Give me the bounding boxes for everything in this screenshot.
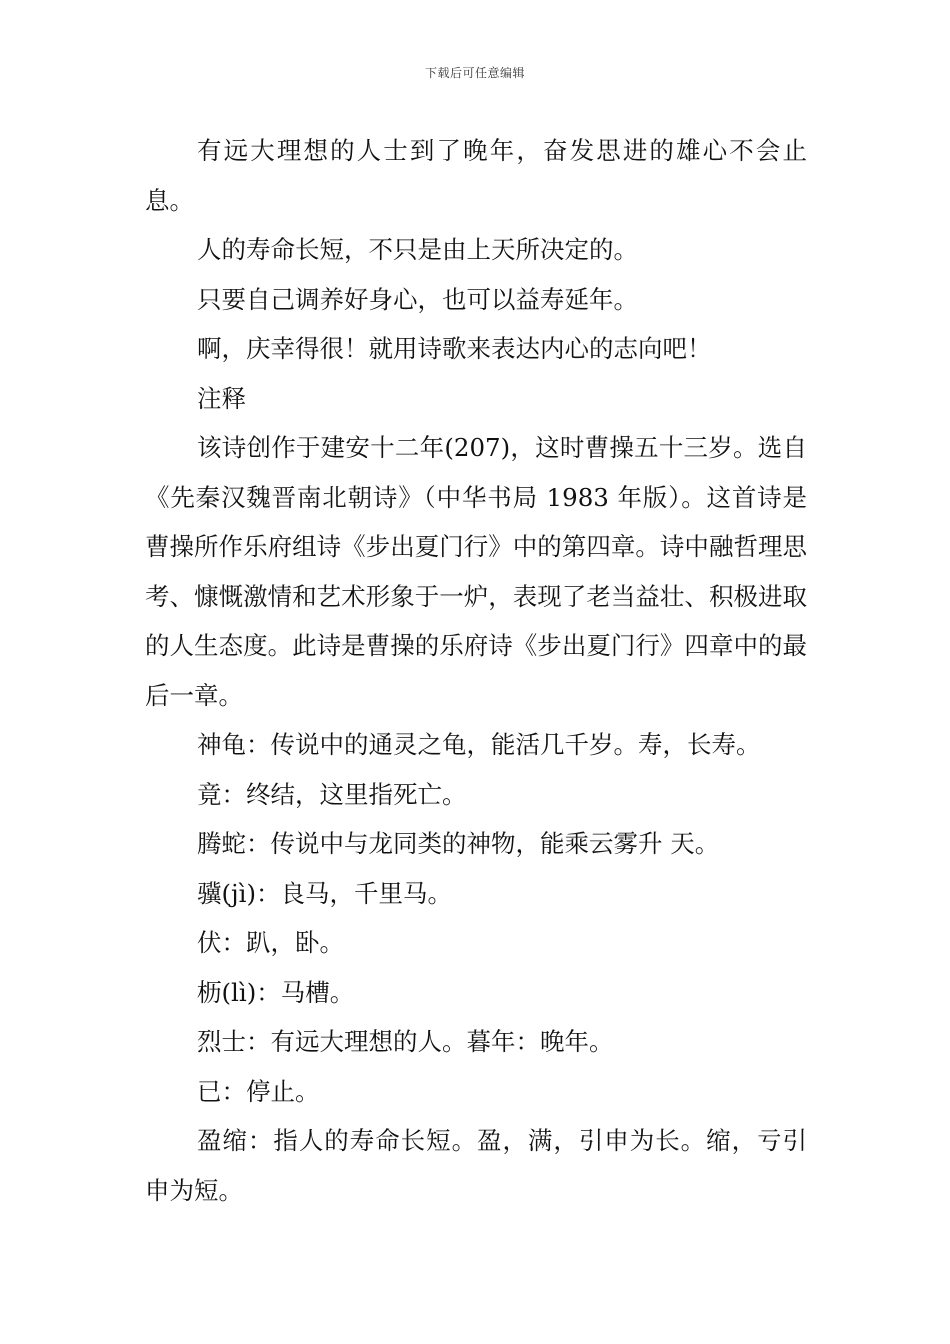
paragraph-translation-4: 啊，庆幸得很！就用诗歌来表达内心的志向吧！: [197, 334, 712, 363]
note-yingsuo: 盈缩：指人的寿命长短。盈，满，引申为长。缩，亏引申为短。: [145, 1126, 807, 1205]
document-body: [145, 126, 807, 1215]
note-jing: 竟：终结，这里指死亡。: [197, 779, 467, 809]
note-ji: 骥(jì)：良马，千里马。: [197, 878, 453, 908]
paragraph-translation-2: 人的寿命长短，不只是由上天所决定的。: [197, 235, 638, 264]
page-header: 下载后可任意编辑: [424, 66, 525, 80]
paragraph-background: 该诗创作于建安十二年(207)，这时曹操五十三岁。选自《先秦汉魏晋南北朝诗》（中华书局 1983 年版）。这首诗是曹操所作乐府组诗《步出夏门行》中的第四章。诗中融哲理思考、慷慨激情和艺术形象于一炉，表现了老当益壮、积极进取的人生态度。此诗是曹操的乐府诗《步出夏门行》四章中的最后一章。: [145, 433, 807, 710]
paragraph-translation-1: 有远大理想的人士到了晚年，奋发思进的雄心不会止息。: [145, 136, 807, 215]
note-fu: 伏：趴，卧。: [197, 928, 344, 957]
paragraph-translation-3: 只要自己调养好身心，也可以益寿延年。: [197, 284, 638, 314]
note-lieshi: 烈士：有远大理想的人。暮年：晚年。: [197, 1027, 614, 1056]
note-yi: 已：停止。: [197, 1076, 320, 1106]
note-tengshe: 腾蛇：传说中与龙同类的神物，能乘云雾升 天。: [197, 829, 720, 858]
note-shengui: 神龟：传说中的通灵之龟，能活几千岁。寿，长寿。: [197, 730, 761, 759]
note-li: 枥(lì)：马槽。: [197, 977, 355, 1007]
section-heading-notes: 注释: [197, 383, 246, 413]
